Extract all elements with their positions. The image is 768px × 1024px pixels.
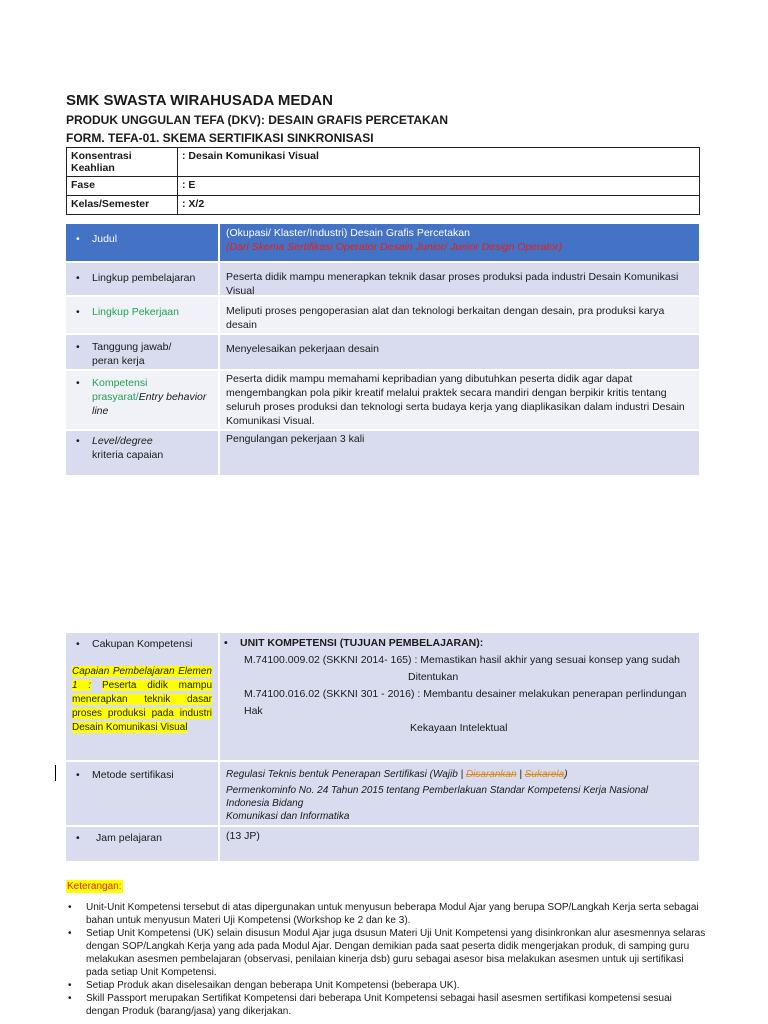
disarankan-option: Disarankan <box>465 769 517 780</box>
row-judul <box>66 224 699 263</box>
peran-kerja-label: peran kerja <box>92 355 145 367</box>
info-key: Kelas/Semester <box>67 196 178 215</box>
info-key: Konsentrasi Keahlian <box>67 148 178 177</box>
bullet-icon: • <box>68 902 72 913</box>
row-jam <box>66 827 699 863</box>
metode-line-1: Regulasi Teknis bentuk Penerapan Sertifikasi (Wajib | <box>226 769 464 780</box>
separator: | <box>519 769 522 780</box>
kriteria-label: kriteria capaian <box>92 449 164 461</box>
bullet-icon: • <box>76 272 80 284</box>
bullet-icon: • <box>76 435 80 447</box>
tanggung-jawab-value: Menyelesaikan pekerjaan desain <box>218 335 699 369</box>
cakupan-label: Cakupan Kompetensi <box>92 638 193 650</box>
row-kompetensi <box>66 371 699 431</box>
bullet-icon: • <box>76 769 80 781</box>
info-value: : Desain Komunikasi Visual <box>178 148 700 177</box>
capaian-text: Peserta didik mampu menerapkan teknik dasar proses produksi pada industri Desain Komunikasi Visual <box>72 680 213 733</box>
prasyarat-label: prasyarat/ <box>92 391 139 403</box>
list-item: • Setiap Unit Kompetensi (UK) selain disusun Modul Ajar juga dsusun Materi Uji Unit Kompetensi yang disinkronkan alur asesmennya selaras dengan SOP/Langkah Kerja yang ada pada Modul Ajar. Dengan demikian pada saat peserta didik mengerjakan produk, di samping guru melakukan asesmen pembelajaran (observasi, penilaian kinerja dsb) guru sebagai asesor bisa melakukan asesmen untuk uji sertifikasi pada setiap Unit Kompetensi. <box>68 928 706 978</box>
uk-2-line-1: M.74100.016.02 (SKKNI 301 - 2016) : Membantu desainer melakukan penerapan perlindungan Hak <box>244 688 687 717</box>
info-value: : X/2 <box>178 196 700 215</box>
info-value: : E <box>178 177 700 196</box>
uk-title: UNIT KOMPETENSI (TUJUAN PEMBELAJARAN): <box>240 637 484 649</box>
tanggung-jawab-label: Tanggung jawab/ <box>92 341 172 353</box>
uk-1-line-1: M.74100.009.02 (SKKNI 2014- 165) : Memastikan hasil akhir yang sesuai konsep yang sudah <box>244 654 681 666</box>
kompetensi-value: Peserta didik mampu memahami kepribadian yang dibutuhkan peserta didik agar dapat mengembangkan pola pikir kreatif melalui praktek secara mandiri dengan berpikir kritis tentang seluruh proses produksi dan teknologi serta budaya kerja yang diaplikasikan dalam industri Desain Komunikasi Visual. <box>218 371 699 429</box>
capaian-label: Capaian Pembelajaran Elemen 1 : <box>72 666 212 691</box>
info-row <box>67 177 700 196</box>
judul-label: Judul <box>92 233 118 245</box>
row-level <box>66 431 699 477</box>
jam-label: Jam pelajaran <box>96 832 162 844</box>
judul-value: (Okupasi/ Klaster/Industri) Desain Grafis Percetakan <box>226 227 470 239</box>
notes-section <box>66 880 706 1018</box>
product-title: PRODUK UNGGULAN TEFA (DKV): DESAIN GRAFIS PERCETAKAN <box>66 113 449 127</box>
lingkup-pekerjaan-value: Meliputi proses pengoperasian alat dan teknologi berkaitan dengan desain, pra produksi karya desain <box>218 297 699 333</box>
form-title: FORM. TEFA-01. SKEMA SERTIFIKASI SINKRONISASI <box>66 131 374 145</box>
bullet-icon: • <box>76 638 80 650</box>
jam-value: (13 JP) <box>218 827 699 861</box>
bullet-icon: • <box>76 306 80 318</box>
notes-title: Keterangan: <box>67 881 122 892</box>
row-lingkup-pekerjaan <box>66 297 699 335</box>
info-row <box>67 196 700 215</box>
info-table <box>66 147 700 215</box>
bullet-icon: • <box>76 377 80 389</box>
row-tanggung-jawab <box>66 335 699 371</box>
school-name: SMK SWASTA WIRAHUSADA MEDAN <box>66 92 333 109</box>
row-lingkup-pembelajaran <box>66 263 699 297</box>
metode-line-2: Permenkominfo No. 24 Tahun 2015 tentang Pemberlakuan Standar Kompetensi Kerja Nasional Indonesia Bidang <box>226 785 649 809</box>
metode-line-3: Komunikasi dan Informatika <box>226 811 350 822</box>
level-label: Level/degree <box>92 435 153 447</box>
judul-note: (Dari Skema Sertifikasi Operator Desain Junior/ Junior Design Operator) <box>226 241 563 253</box>
row-metode <box>66 762 699 827</box>
sukarela-option: Sukarela <box>524 769 565 780</box>
bullet-icon: • <box>76 233 80 245</box>
bullet-icon: • <box>224 637 228 649</box>
lingkup-pembelajaran-label: Lingkup pembelajaran <box>92 272 196 284</box>
bullet-icon: • <box>76 341 80 353</box>
schema-table-2 <box>66 633 699 863</box>
bullet-icon: • <box>68 980 72 991</box>
level-value: Pengulangan pekerjaan 3 kali <box>218 431 699 475</box>
bullet-icon: • <box>76 832 80 844</box>
lingkup-pembelajaran-value: Peserta didik mampu menerapkan teknik dasar proses produksi pada industri Desain Komunikasi Visual <box>218 263 699 295</box>
metode-label: Metode sertifikasi <box>92 769 174 781</box>
row-cakupan <box>66 633 699 762</box>
list-item: • Skill Passport merupakan Sertifikat Kompetensi dari beberapa Unit Kompetensi sebagai hasil asesmen sertifikasi kompetensi sesuai dengan Produk (barang/jasa) yang dikerjakan. <box>68 993 672 1017</box>
closing-paren: ) <box>564 769 568 780</box>
kompetensi-label: Kompetensi <box>92 377 148 389</box>
entry-behavior-label: Entry behavior line <box>92 391 207 417</box>
uk-1-line-2: Ditentukan <box>408 671 459 683</box>
notes-list <box>66 901 706 1018</box>
uk-2-line-2: Kekayaan Intelektual <box>410 722 508 734</box>
info-key: Fase <box>67 177 178 196</box>
info-row <box>67 148 700 177</box>
bullet-icon: • <box>68 993 72 1004</box>
schema-table-1 <box>66 224 699 477</box>
list-item: • Unit-Unit Kompetensi tersebut di atas dipergunakan untuk menyusun beberapa Modul Ajar yang berupa SOP/Langkah Kerja serta sebagai bahan untuk menyusun Materi Uji Kompetensi (Workshop ke 2 dan ke 3). <box>68 902 699 926</box>
list-item: • Setiap Produk akan diselesaikan dengan beberapa Unit Kompetensi (beberapa UK). <box>68 980 460 991</box>
text-cursor <box>55 765 56 781</box>
lingkup-pekerjaan-label: Lingkup Pekerjaan <box>92 306 179 318</box>
bullet-icon: • <box>68 928 72 939</box>
